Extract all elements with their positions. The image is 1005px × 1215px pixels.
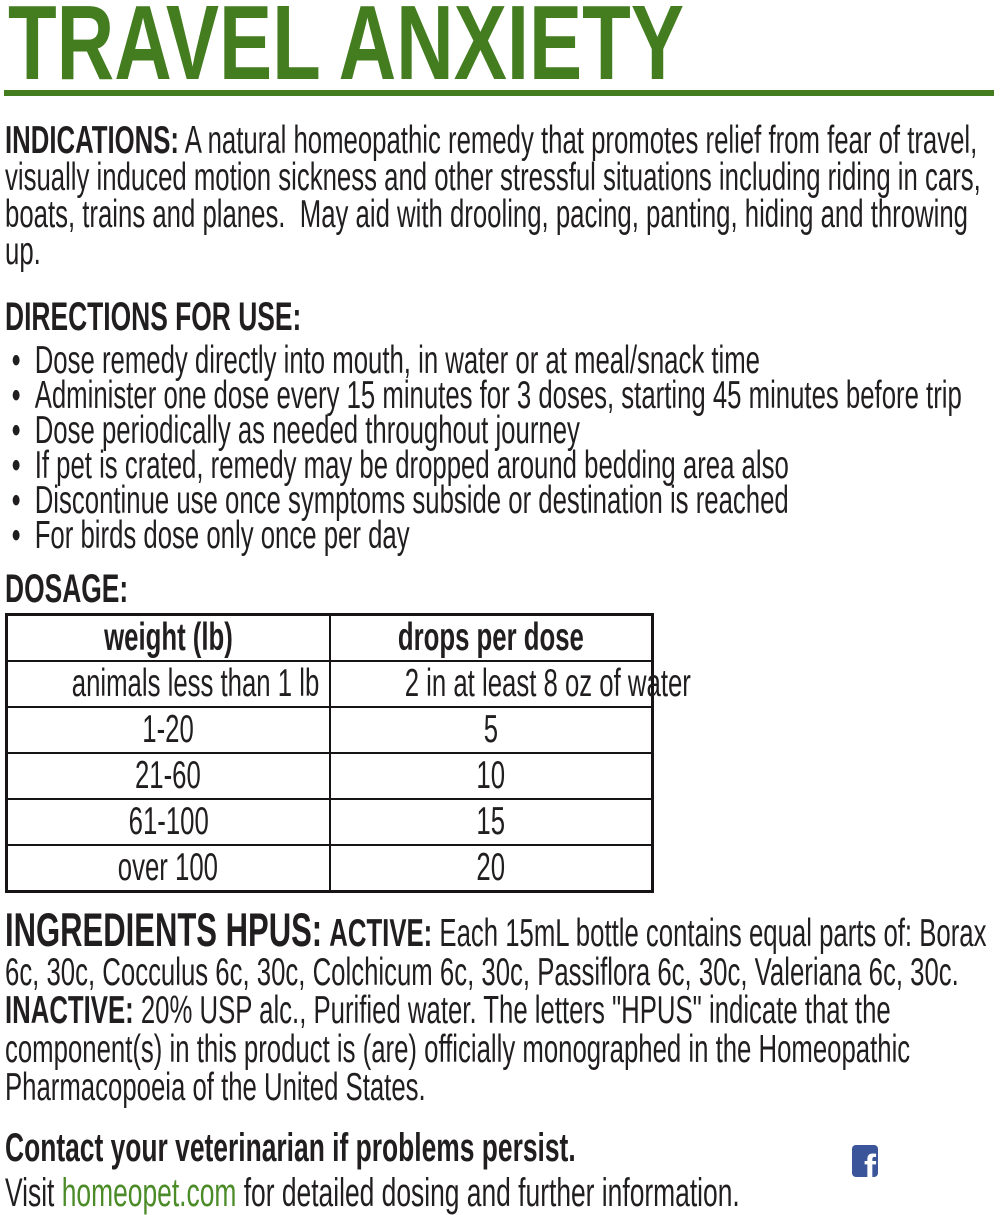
- weight-cell: 1-20: [7, 707, 330, 753]
- active-text: Each 15mL bottle contains equal parts of: Borax 6c, 30c, Cocculus 6c, 30c, Colchicum 6c, 30c, Passiflora 6c, 30c, Valeriana 6c, 30c.: [5, 912, 994, 994]
- indications-heading: INDICATIONS:: [5, 119, 179, 162]
- weight-cell: 61-100: [7, 799, 330, 845]
- drops-cell: 10: [330, 753, 653, 799]
- visit-prefix: Visit: [5, 1170, 62, 1215]
- table-row: [7, 707, 653, 753]
- weight-cell: 21-60: [7, 753, 330, 799]
- dosage-table: [5, 613, 691, 893]
- page-title: [0, 0, 1000, 102]
- directions-heading: DIRECTIONS FOR USE:: [5, 295, 302, 339]
- drops-cell: 2 in at least 8 oz of water: [330, 661, 653, 707]
- visit-suffix: for detailed dosing and further information.: [236, 1170, 740, 1215]
- weight-cell: over 100: [7, 845, 330, 892]
- direction-bullet: • Dose periodically as needed throughout journey: [5, 413, 1005, 448]
- facebook-icon[interactable]: f: [852, 1145, 878, 1177]
- dosage-heading: DOSAGE:: [5, 567, 129, 611]
- table-header-row: [7, 615, 653, 662]
- homeopet-link[interactable]: homeopet.com: [61, 1170, 237, 1215]
- table-row: [7, 661, 653, 707]
- table-row: [7, 799, 653, 845]
- inactive-text: 20% USP alc., Purified water. The letters "HPUS" indicate that the component(s) in this product is (are) officially monographed in the Homeopathic Pharmacopoeia of the United States.: [5, 989, 918, 1109]
- drops-header-cell: drops per dose: [330, 615, 653, 662]
- table-row: [7, 753, 653, 799]
- direction-bullet: • Dose remedy directly into mouth, in water or at meal/snack time: [5, 343, 1005, 378]
- contact-note: Contact your veterinarian if problems persist.: [5, 1125, 576, 1170]
- indications-paragraph: [5, 119, 1005, 273]
- inactive-label: INACTIVE:: [5, 989, 134, 1032]
- page-title-text: TRAVEL ANXIETY: [8, 0, 684, 102]
- ingredients-paragraph: [5, 903, 1005, 1109]
- weight-cell: animals less than 1 lb: [7, 661, 330, 707]
- direction-bullet: • Administer one dose every 15 minutes for 3 doses, starting 45 minutes before trip: [5, 378, 1005, 413]
- table-row: [7, 845, 653, 892]
- indications-text: A natural homeopathic remedy that promotes relief from fear of travel, visually induced motion sickness and other stressful situations including riding in cars, boats, trains and planes. May aid with drooling, pacing, panting, hiding and throwing up.: [5, 119, 988, 273]
- visit-line: [5, 1170, 1005, 1215]
- directions-list: [5, 339, 1005, 557]
- drops-cell: 5: [330, 707, 653, 753]
- active-label: ACTIVE:: [329, 912, 433, 955]
- direction-bullet: • Discontinue use once symptoms subside or destination is reached: [5, 483, 1005, 518]
- weight-header-cell: weight (lb): [7, 615, 330, 662]
- ingredients-heading: INGREDIENTS HPUS:: [5, 903, 323, 956]
- direction-bullet: • For birds dose only once per day: [5, 518, 1005, 553]
- drops-cell: 15: [330, 799, 653, 845]
- direction-bullet: • If pet is crated, remedy may be dropped around bedding area also: [5, 448, 1005, 483]
- drops-cell: 20: [330, 845, 653, 892]
